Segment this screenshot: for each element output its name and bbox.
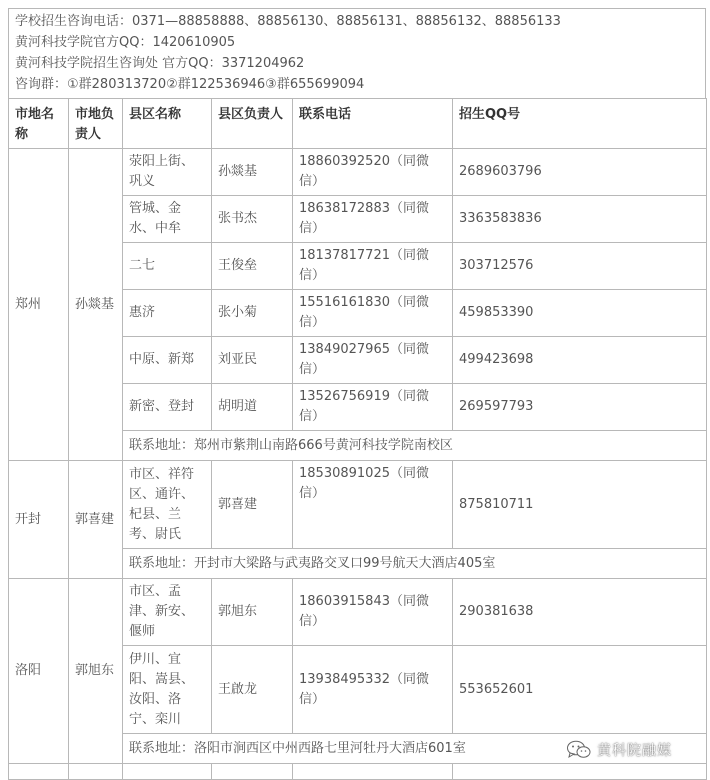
office-qq-line: 黄河科技学院招生咨询处 官方QQ：3371204962: [15, 56, 305, 71]
phone-cell: 18137817721（同微信）: [293, 243, 453, 290]
groups-line: 咨询群：①群280313720②群122536946③群655699094: [15, 77, 365, 92]
official-qq-line: 黄河科技学院官方QQ：1420610905: [15, 35, 236, 50]
person-cell: 胡明道: [212, 384, 293, 431]
city-lead-cell: 孙燚基: [69, 149, 123, 461]
person-cell: 郭喜建: [212, 461, 293, 549]
header-phone: 联系电话: [293, 99, 453, 149]
wechat-icon: [566, 740, 592, 760]
header-city-lead: 市地负责人: [69, 99, 123, 149]
person-cell: 王俊垒: [212, 243, 293, 290]
person-cell: 孙燚基: [212, 149, 293, 196]
qq-cell: 459853390: [453, 290, 707, 337]
contact-table: [8, 98, 707, 780]
phone-cell: 18530891025（同微信）: [293, 461, 453, 549]
empty-cell: [453, 764, 707, 780]
qq-cell: 553652601: [453, 646, 707, 734]
qq-cell: 499423698: [453, 337, 707, 384]
empty-cell: [9, 764, 69, 780]
city-cell: 开封: [9, 461, 69, 579]
contact-header: [8, 8, 706, 98]
county-cell: 新密、登封: [123, 384, 212, 431]
county-cell: 管城、金水、中牟: [123, 196, 212, 243]
qq-cell: 875810711: [453, 461, 707, 549]
header-city: 市地名称: [9, 99, 69, 149]
county-cell: 市区、孟津、新安、偃师: [123, 579, 212, 646]
person-cell: 王啟龙: [212, 646, 293, 734]
county-cell: 中原、新郑: [123, 337, 212, 384]
phone-cell: 18603915843（同微信）: [293, 579, 453, 646]
qq-cell: 2689603796: [453, 149, 707, 196]
person-cell: 张小菊: [212, 290, 293, 337]
document: [8, 8, 706, 780]
phone-cell: 13849027965（同微信）: [293, 337, 453, 384]
city-cell: 洛阳: [9, 579, 69, 764]
table-row: [9, 461, 707, 549]
header-county-lead: 县区负责人: [212, 99, 293, 149]
city-lead-cell: 郭喜建: [69, 461, 123, 579]
table-row: [9, 149, 707, 196]
qq-cell: 290381638: [453, 579, 707, 646]
county-cell: 荥阳上街、巩义: [123, 149, 212, 196]
phone-line: 学校招生咨询电话：0371—88858888、88856130、88856131、88856132、88856133: [15, 14, 561, 29]
person-cell: 刘亚民: [212, 337, 293, 384]
watermark: [566, 738, 672, 762]
address-cell: 联系地址：郑州市紫荆山南路666号黄河科技学院南校区: [123, 431, 707, 461]
city-lead-cell: 郭旭东: [69, 579, 123, 764]
empty-cell: [212, 764, 293, 780]
person-cell: 张书杰: [212, 196, 293, 243]
county-cell: 惠济: [123, 290, 212, 337]
qq-cell: 3363583836: [453, 196, 707, 243]
person-cell: 郭旭东: [212, 579, 293, 646]
county-cell: 伊川、宜阳、嵩县、汝阳、洛宁、栾川: [123, 646, 212, 734]
city-cell: 郑州: [9, 149, 69, 461]
county-cell: 二七: [123, 243, 212, 290]
phone-cell: 13526756919（同微信）: [293, 384, 453, 431]
qq-cell: 269597793: [453, 384, 707, 431]
table-header-row: [9, 99, 707, 149]
empty-cell: [123, 764, 212, 780]
empty-cell: [293, 764, 453, 780]
header-qq: 招生QQ号: [453, 99, 707, 149]
phone-cell: 18860392520（同微信）: [293, 149, 453, 196]
county-cell: 市区、祥符区、通许、杞县、兰考、尉氏: [123, 461, 212, 549]
table-row: [9, 579, 707, 646]
table-row: [9, 764, 707, 780]
empty-cell: [69, 764, 123, 780]
header-county: 县区名称: [123, 99, 212, 149]
watermark-text: 黄科院融媒: [597, 743, 672, 759]
phone-cell: 15516161830（同微信）: [293, 290, 453, 337]
address-cell: 联系地址：洛阳市涧西区中州西路七里河牡丹大酒店601室: [123, 734, 707, 764]
phone-cell: 18638172883（同微信）: [293, 196, 453, 243]
qq-cell: 303712576: [453, 243, 707, 290]
address-cell: 联系地址：开封市大梁路与武夷路交叉口99号航天大酒店405室: [123, 549, 707, 579]
phone-cell: 13938495332（同微信）: [293, 646, 453, 734]
